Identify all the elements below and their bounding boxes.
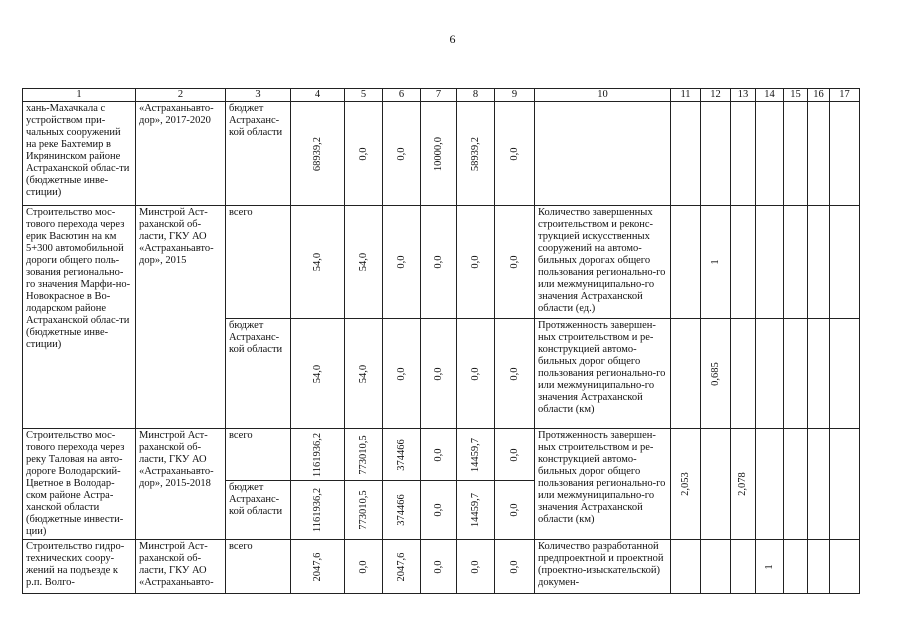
col-header-7: 7 [421, 89, 457, 102]
value-2017: 0,0 [421, 481, 457, 540]
value-2015: 0,0 [345, 102, 383, 206]
value-2015: 54,0 [345, 319, 383, 429]
executor: Минстрой Аст-раханской об-ласти, ГКУ АО «Астраханьавто- [136, 540, 226, 594]
value-2016: 0,0 [383, 102, 421, 206]
value-total: 2047,6 [291, 540, 345, 594]
value-2018: 0,0 [457, 540, 495, 594]
indicator-value: 1 [701, 206, 731, 319]
value-2016: 2047,6 [383, 540, 421, 594]
value-total: 1161936,2 [291, 429, 345, 481]
indicator: Протяженность завершен-ных строительством и ре-конструкцией автомо-бильных дорог общего пользования регионально-го или межмуниципально-го значения Астраханской области (км) [535, 429, 671, 540]
value-2019: 0,0 [495, 102, 535, 206]
value-2017: 0,0 [421, 206, 457, 319]
funding-source: всего [226, 429, 291, 481]
value-total: 1161936,2 [291, 481, 345, 540]
funding-source: бюджет Астраханс-кой области [226, 319, 291, 429]
value-2019: 0,0 [495, 206, 535, 319]
col-header-14: 14 [756, 89, 784, 102]
col-header-10: 10 [535, 89, 671, 102]
funding-source: всего [226, 206, 291, 319]
program-table [22, 88, 860, 594]
value-2018: 58939,2 [457, 102, 495, 206]
indicator-value: 2,053 [671, 429, 701, 540]
funding-source: бюджет Астраханс-кой области [226, 102, 291, 206]
col-header-9: 9 [495, 89, 535, 102]
executor: Минстрой Аст-раханской об-ласти, ГКУ АО «Астраханьавто-дор», 2015-2018 [136, 429, 226, 540]
object-name: Строительство гидро-технических соору-жений на подъезде к р.п. Волго- [23, 540, 136, 594]
value-2019: 0,0 [495, 429, 535, 481]
value-2018: 14459,7 [457, 481, 495, 540]
value-2016: 0,0 [383, 206, 421, 319]
col-header-2: 2 [136, 89, 226, 102]
object-name: Строительство мос-тового перехода через ерик Васютин на км 5+300 автомобильной дороги общего поль-зования регионально-го значения Марфи-но-Новокрасное в Во-лодарском районе Астраханской облас-ти (бюджетные инве-стиции) [23, 206, 136, 429]
value-2015: 54,0 [345, 206, 383, 319]
value-2019: 0,0 [495, 481, 535, 540]
funding-source: всего [226, 540, 291, 594]
executor: «Астраханьавто-дор», 2017-2020 [136, 102, 226, 206]
value-total: 54,0 [291, 206, 345, 319]
value-2019: 0,0 [495, 540, 535, 594]
col-header-12: 12 [701, 89, 731, 102]
value-2017: 0,0 [421, 540, 457, 594]
col-header-17: 17 [830, 89, 860, 102]
value-2018: 14459,7 [457, 429, 495, 481]
value-2017: 10000,0 [421, 102, 457, 206]
value-2016: 374466 [383, 429, 421, 481]
col-header-1: 1 [23, 89, 136, 102]
table-row [23, 540, 860, 594]
col-header-16: 16 [808, 89, 830, 102]
indicator [535, 102, 671, 206]
indicator-value: 2,078 [731, 429, 756, 540]
table-row [23, 429, 860, 481]
executor: Минстрой Аст-раханской об-ласти, ГКУ АО «Астраханьавто-дор», 2015 [136, 206, 226, 429]
value-2015: 0,0 [345, 540, 383, 594]
header-row [23, 89, 860, 102]
col-header-8: 8 [457, 89, 495, 102]
col-header-3: 3 [226, 89, 291, 102]
page-number: 6 [449, 32, 456, 46]
value-2017: 0,0 [421, 319, 457, 429]
value-total: 68939,2 [291, 102, 345, 206]
col-header-6: 6 [383, 89, 421, 102]
indicator: Протяженность завершен-ных строительством и ре-конструкцией автомо-бильных дорог общего пользования регионально-го или межмуниципально-го значения Астраханской области (км) [535, 319, 671, 429]
value-2018: 0,0 [457, 319, 495, 429]
value-2017: 0,0 [421, 429, 457, 481]
indicator: Количество разработанной предпроектной и проектной (проектно-изыскательской) докумен- [535, 540, 671, 594]
object-name: Строительство мос-тового перехода через реку Таловая на авто-дороге Володарский-Цветное в Володар-ском районе Астра-ханской области (бюджетные инвести-ции) [23, 429, 136, 540]
object-name: хань-Махачкала с устройством при-чальных сооружений на реке Бахтемир в Икрянинском районе Астраханской облас-ти (бюджетные инве-стиции) [23, 102, 136, 206]
funding-source: бюджет Астраханс-кой области [226, 481, 291, 540]
table-row [23, 206, 860, 319]
col-header-11: 11 [671, 89, 701, 102]
indicator-value: 0,685 [701, 319, 731, 429]
indicator: Количество завершенных строительством и реконс-трукцией искусственных сооружений на автомо-бильных дорогах общего пользования регионально-го или межмуниципально-го значения Астраханской области (ед.) [535, 206, 671, 319]
value-2016: 0,0 [383, 319, 421, 429]
col-header-4: 4 [291, 89, 345, 102]
value-2016: 374466 [383, 481, 421, 540]
col-header-13: 13 [731, 89, 756, 102]
value-2019: 0,0 [495, 319, 535, 429]
col-header-5: 5 [345, 89, 383, 102]
col-header-15: 15 [784, 89, 808, 102]
value-total: 54,0 [291, 319, 345, 429]
value-2018: 0,0 [457, 206, 495, 319]
indicator-value: 1 [756, 540, 784, 594]
value-2015: 773010,5 [345, 429, 383, 481]
table-row [23, 102, 860, 206]
value-2015: 773010,5 [345, 481, 383, 540]
